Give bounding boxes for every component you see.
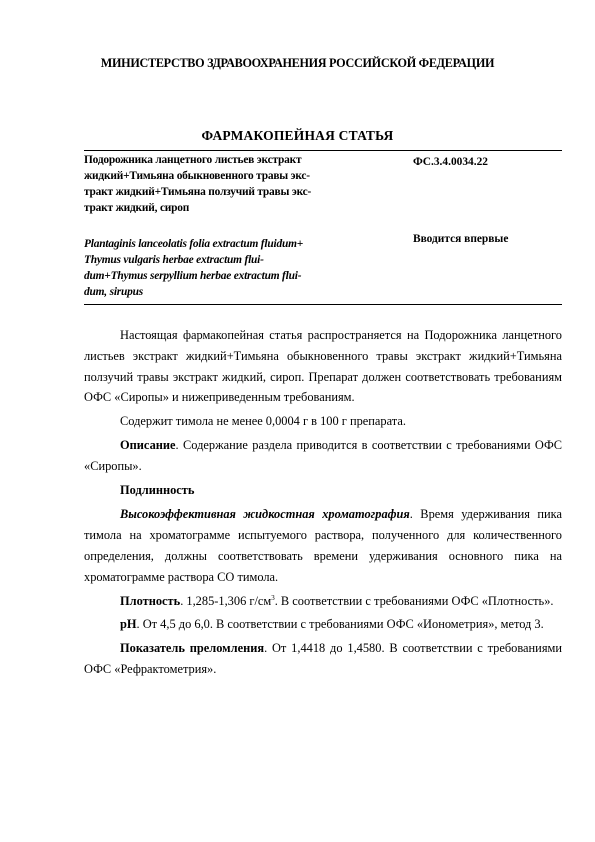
density-text-after: . В соответствии с требованиями ОФС «Плотность». bbox=[274, 593, 554, 608]
description-label: Описание bbox=[120, 438, 176, 453]
hplc-paragraph bbox=[84, 504, 562, 587]
name-ru-line: Подорожника ланцетного листьев экстракт bbox=[84, 154, 302, 166]
top-rule bbox=[84, 150, 562, 151]
authenticity-heading-paragraph bbox=[84, 480, 562, 501]
ministry-header: МИНИСТЕРСТВО ЗДРАВООХРАНЕНИЯ РОССИЙСКОЙ ФЕДЕРАЦИИ bbox=[100, 56, 495, 70]
monograph-status: Вводится впервые bbox=[413, 233, 509, 245]
ph-text: . От 4,5 до 6,0. В соответствии с требованиями ОФС «Ионометрия», метод 3. bbox=[136, 617, 544, 632]
content-paragraph: Содержит тимола не менее 0,0004 г в 100 г препарата. bbox=[120, 414, 406, 429]
name-la-line: Plantaginis lanceolatis folia extractum fluidum+ bbox=[84, 238, 304, 250]
hplc-text: . Время удерживания пика тимола на хроматограмме испытуемого раствора, полученного для количественного определения, должны соответствовать времени удерживания основного пика на хроматограмме раствора СО тимола. bbox=[84, 507, 562, 584]
refraction-label: Показатель преломления bbox=[120, 641, 265, 656]
monograph-body bbox=[84, 325, 562, 683]
name-la-line: dum, sirupus bbox=[84, 286, 144, 298]
hplc-label: Высокоэффективная жидкостная хроматография bbox=[120, 507, 410, 522]
monograph-name-ru bbox=[84, 152, 384, 216]
document-title: ФАРМАКОПЕЙНАЯ СТАТЬЯ bbox=[201, 128, 394, 143]
authenticity-heading: Подлинность bbox=[120, 483, 195, 498]
description-paragraph bbox=[84, 435, 562, 477]
density-superscript: 3 bbox=[271, 593, 275, 602]
description-text: . Содержание раздела приводится в соответствии с требованиями ОФС «Сиропы». bbox=[84, 438, 562, 474]
name-ru-line: тракт жидкий+Тимьяна ползучий травы экс- bbox=[84, 186, 312, 198]
name-la-line: Thymus vulgaris herbae extractum flui- bbox=[84, 254, 264, 266]
monograph-code: ФС.3.4.0034.22 bbox=[413, 156, 488, 168]
intro-paragraph: Настоящая фармакопейная статья распространяется на Подорожника ланцетного листьев экстракт жидкий+Тимьяна обыкновенного травы экстракт жидкий+Тимьяна ползучий травы экстракт жидкий, сироп. Препарат должен соответствовать требованиям ОФС «Сиропы» и нижеприведенным требованиям. bbox=[84, 328, 562, 405]
ph-paragraph bbox=[84, 614, 562, 635]
density-text-before: . 1,285-1,306 г/см bbox=[180, 593, 272, 608]
density-paragraph bbox=[84, 591, 562, 612]
ph-label: pH bbox=[120, 617, 137, 632]
density-label: Плотность bbox=[120, 593, 181, 608]
name-ru-line: тракт жидкий, сироп bbox=[84, 202, 190, 214]
refraction-paragraph bbox=[84, 638, 562, 680]
monograph-name-latin bbox=[84, 236, 384, 300]
name-ru-line: жидкий+Тимьяна обыкновенного травы экс- bbox=[84, 170, 310, 182]
name-la-line: dum+Thymus serpyllium herbae extractum flui- bbox=[84, 270, 302, 282]
bottom-rule bbox=[84, 304, 562, 305]
refraction-text: . От 1,4418 до 1,4580. В соответствии с требованиями ОФС «Рефрактометрия». bbox=[84, 641, 562, 677]
